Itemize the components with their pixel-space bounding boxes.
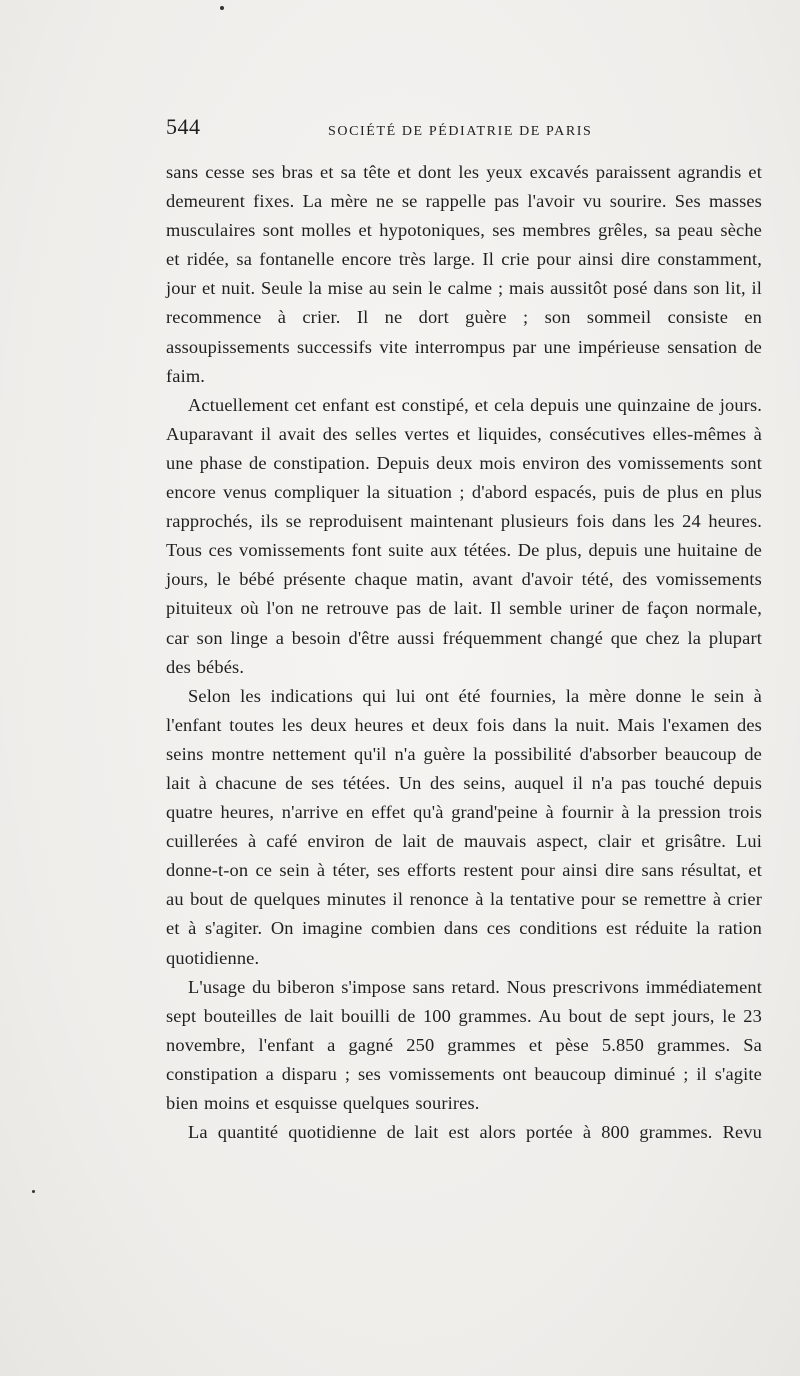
page-header bbox=[166, 114, 766, 144]
running-head: SOCIÉTÉ DE PÉDIATRIE DE PARIS bbox=[328, 124, 593, 139]
paragraph-1: sans cesse ses bras et sa tête et dont les yeux excavés paraissent agrandis et demeurent fixes. La mère ne se rappelle pas l'avoir vu sourire. Ses masses musculaires sont molles et hypotoniques, ses membres grêles, sa peau sèche et ridée, sa fontanelle encore très large. Il crie pour ainsi dire constamment, jour et nuit. Seule la mise au sein le calme ; mais aussitôt posé dans son lit, il recommence à crier. Il ne dort guère ; son sommeil consiste en assoupissements successifs vite interrompus par une impérieuse sensation de faim. bbox=[166, 162, 762, 386]
paragraph-5: La quantité quotidienne de lait est alors portée à 800 grammes. Revu bbox=[188, 1122, 762, 1143]
ink-speck bbox=[220, 6, 224, 10]
paragraph-2: Actuellement cet enfant est constipé, et cela depuis une quinzaine de jours. Auparavant il avait des selles vertes et liquides, consécutives elles-mêmes à une phase de constipation. Depuis deux mois environ des vomissements sont encore venus compliquer la situation ; d'abord espacés, puis de plus en plus rapprochés, ils se reproduisent maintenant plusieurs fois dans les 24 heures. Tous ces vomissements font suite aux tétées. De plus, depuis une huitaine de jours, le bébé présente chaque matin, avant d'avoir tété, des vomissements pituiteux où l'on ne retrouve pas de lait. Il semble uriner de façon normale, car son linge a besoin d'être aussi fréquemment changé que chez la plupart des bébés. bbox=[166, 394, 762, 677]
paragraph-3: Selon les indications qui lui ont été fournies, la mère donne le sein à l'enfant toutes les deux heures et deux fois dans la nuit. Mais l'examen des seins montre nettement qu'il n'a guère la possibilité d'absorber beaucoup de lait à chacune de ses tétées. Un des seins, auquel il n'a pas touché depuis quatre heures, n'arrive en effet qu'à grand'peine à fournir à la pression trois cuillerées à café environ de lait de mauvais aspect, clair et grisâtre. Lui donne-t-on ce sein à téter, ses efforts restent pour ainsi dire sans résultat, et au bout de quelques minutes il renonce à la tentative pour se remettre à crier et à s'agiter. On imagine combien dans ces conditions est réduite la ration quotidienne. bbox=[166, 685, 762, 968]
page-number: 544 bbox=[166, 114, 201, 139]
ink-speck bbox=[32, 1190, 35, 1193]
paragraph-4: L'usage du biberon s'impose sans retard. Nous prescrivons immédiatement sept bouteilles de lait bouilli de 100 grammes. Au bout de sept jours, le 23 novembre, l'enfant a gagné 250 grammes et pèse 5.850 grammes. Sa constipation a disparu ; ses vomissements ont beaucoup diminué ; il s'agite bien moins et esquisse quelques sourires. bbox=[166, 976, 762, 1113]
body-text bbox=[166, 158, 762, 1147]
